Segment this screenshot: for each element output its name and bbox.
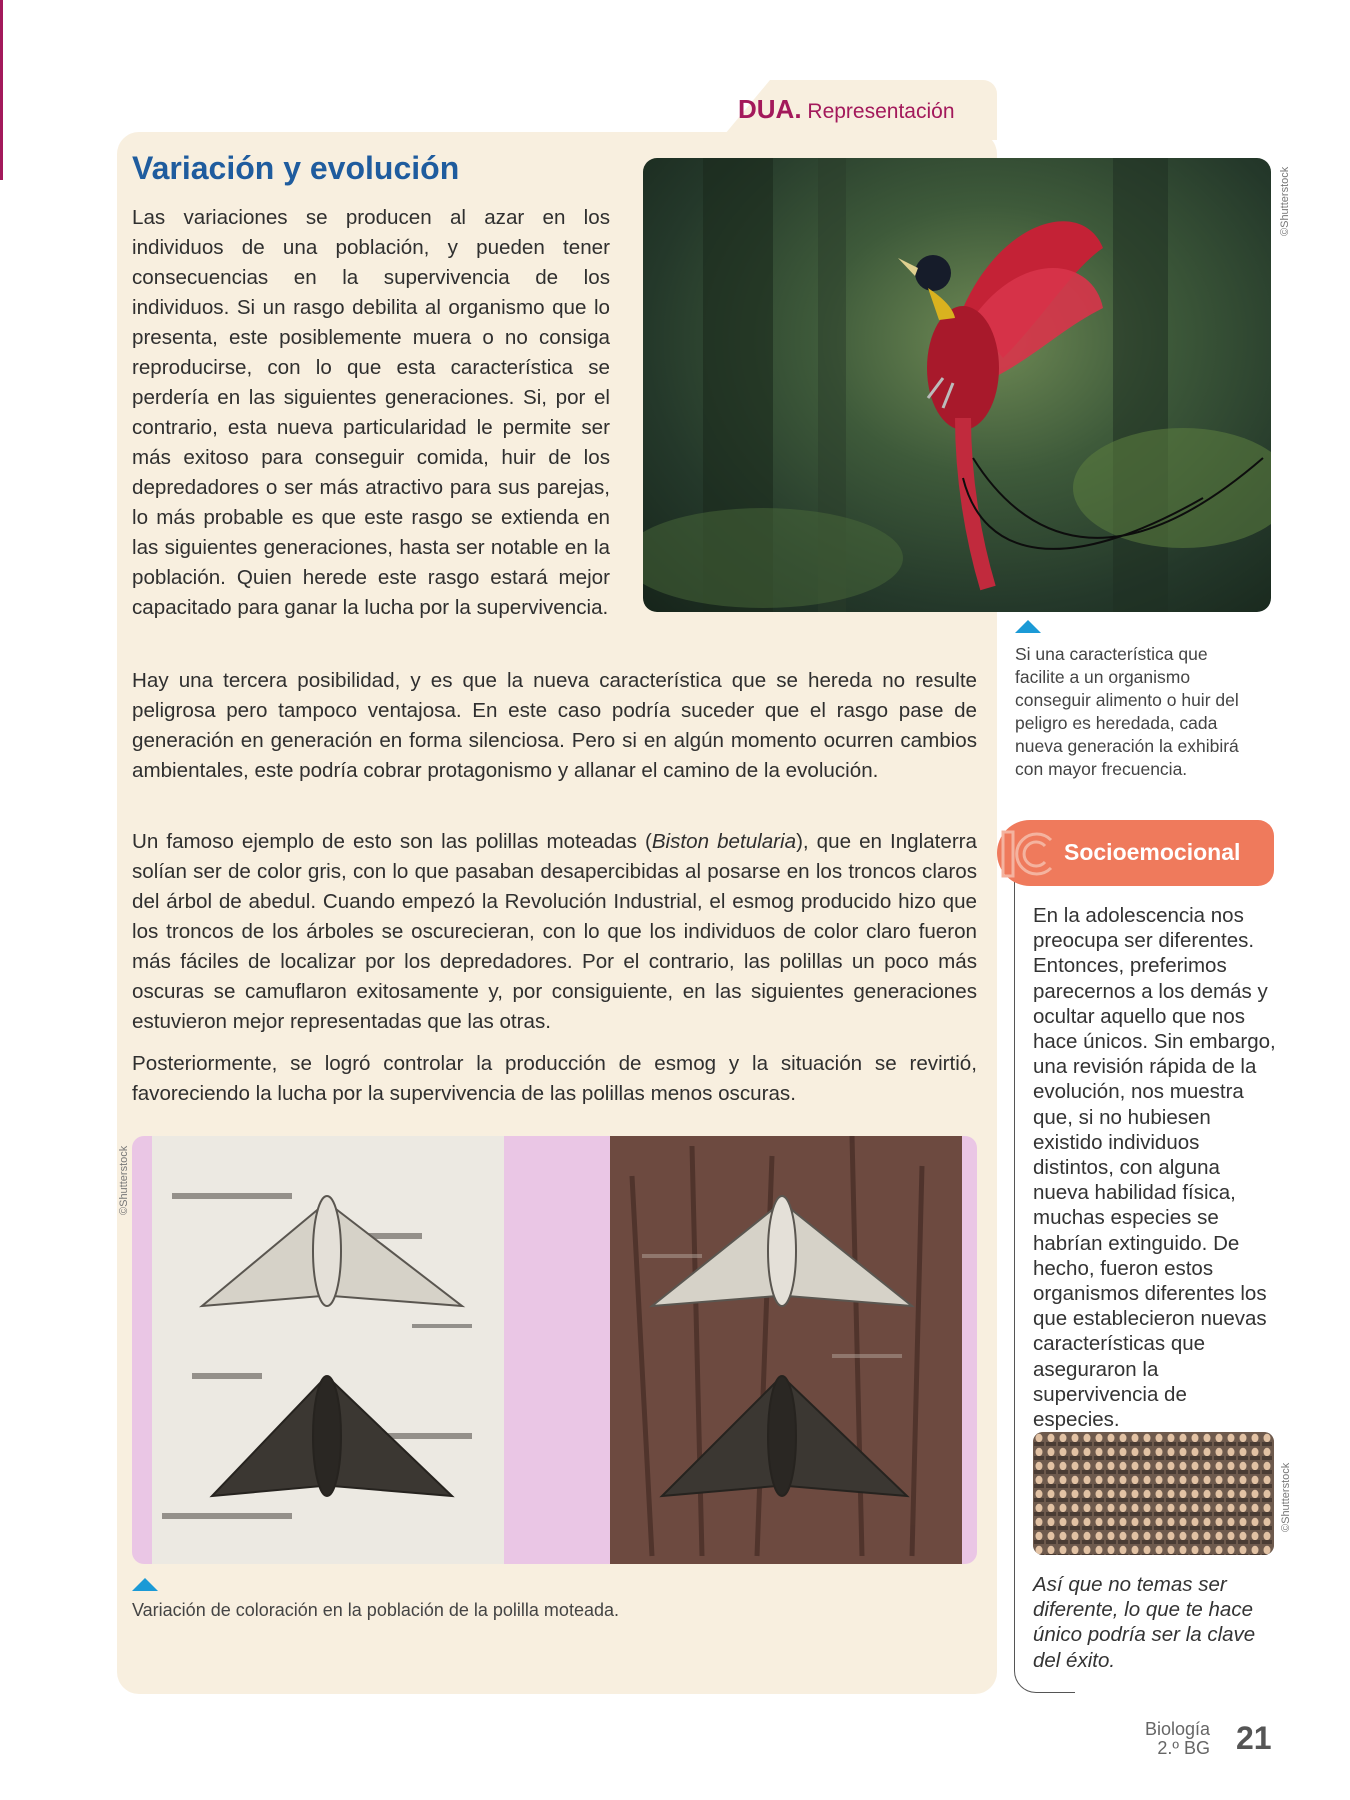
dua-strong: DUA. [738, 94, 802, 124]
paragraph-3-end: ), que en Inglaterra solían ser de color gris, con lo que pasaban desapercibidas al posarse en los troncos claros del árbol de abedul. Cuando empezó la Revolución Industrial, el esmog producido hizo que los troncos de los árboles se oscurecieran, con lo que los individuos de color claro fueron más fáciles de localizar por los depredadores. Por el contrario, las polillas un poco más oscuras se camuflaron exitosamente y, por consiguiente, en las siguientes generaciones estuvieron mejor representadas que las otras. [132, 830, 977, 1033]
socioemocional-title: Socioemocional [1064, 839, 1241, 865]
paragraph-2: Hay una tercera posibilidad, y es que la nueva característica que se hereda no resulte peligrosa pero tampoco ventajosa. En este caso podría suceder que el rasgo pase de generación en generación en forma silenciosa. Pero si en algún momento ocurren cambios ambientales, este podría cobrar protagonismo y allanar el camino de la evolución. [132, 669, 977, 782]
moths-caption: Variación de coloración en la población de la polilla moteada. [132, 1600, 619, 1620]
paragraph-3-start: Un famoso ejemplo de esto son las polillas moteadas ( [132, 830, 652, 853]
page-number: 21 [1236, 1720, 1272, 1756]
moths-illustration [132, 1136, 977, 1564]
socioemocional-ic-icon [999, 824, 1059, 884]
footer-subject-name: Biología [1144, 1719, 1210, 1739]
dua-label [738, 94, 955, 125]
moths-photo-credit: ©Shutterstock [118, 1145, 130, 1215]
faces-photo-credit: ©Shutterstock [1280, 1462, 1292, 1532]
socioemocional-quote: Así que no temas ser diferente, lo que te hace único podría ser la clave del éxito. [1033, 1573, 1256, 1672]
footer-grade: 2.º BG [1157, 1738, 1210, 1758]
paragraph-4: Posteriormente, se logró controlar la producción de esmog y la situación se revirtió, favoreciendo la lucha por la supervivencia de las polillas menos oscuras. [132, 1052, 977, 1105]
dua-representacion: Representación [807, 100, 955, 123]
paragraph-1: Las variaciones se producen al azar en los individuos de una población, y pueden tener consecuencias en la supervivencia de los individuos. Si un rasgo debilita al organismo que lo presenta, este posiblemente muera o no consiga reproducirse, con lo que esta característica se perdería en las siguientes generaciones. Si, por el contrario, esta nueva particularidad le permite ser más exitoso para conseguir comida, huir de los depredadores o ser más atractivo para sus parejas, lo más probable es que este rasgo se extienda en las siguientes generaciones, hasta ser notable en la población. Quien herede este rasgo estará mejor capacitado para ganar la lucha por la supervivencia. [132, 206, 610, 619]
socioemocional-text: En la adolescencia nos preocupa ser diferentes. Entonces, preferimos parecernos a los demás y ocultar aquello que nos hace únicos. Sin embargo, una revisión rápida de la evolución, nos muestra que, si no hubiesen existido individuos distintos, con alguna nueva habilidad física, muchas especies se habrían extinguido. De hecho, fueron estos organismos diferentes los que establecieron nuevas características que aseguraron la supervivencia de especies. [1033, 904, 1276, 1432]
species-name: Biston betularia [651, 830, 797, 853]
bird-of-paradise-photo [643, 158, 1271, 612]
bird-caption: Si una característica que facilite a un organismo conseguir alimento o huir del peligro es heredada, cada nueva generación la exhibirá con mayor frecuencia. [1015, 644, 1239, 779]
page-edge-rule [0, 0, 3, 180]
moths-caption-marker [132, 1578, 158, 1591]
faces-collage-photo [1033, 1432, 1274, 1555]
peppered-moths-photo [132, 1136, 977, 1564]
paragraph-3 [132, 827, 977, 1037]
bird-caption-marker [1015, 620, 1041, 633]
bird-photo-credit: ©Shutterstock [1279, 166, 1291, 236]
faces-grid [1033, 1432, 1274, 1555]
section-title: Variación y evolución [132, 150, 460, 186]
bird-illustration [643, 158, 1271, 612]
footer-subject [1100, 1720, 1210, 1758]
